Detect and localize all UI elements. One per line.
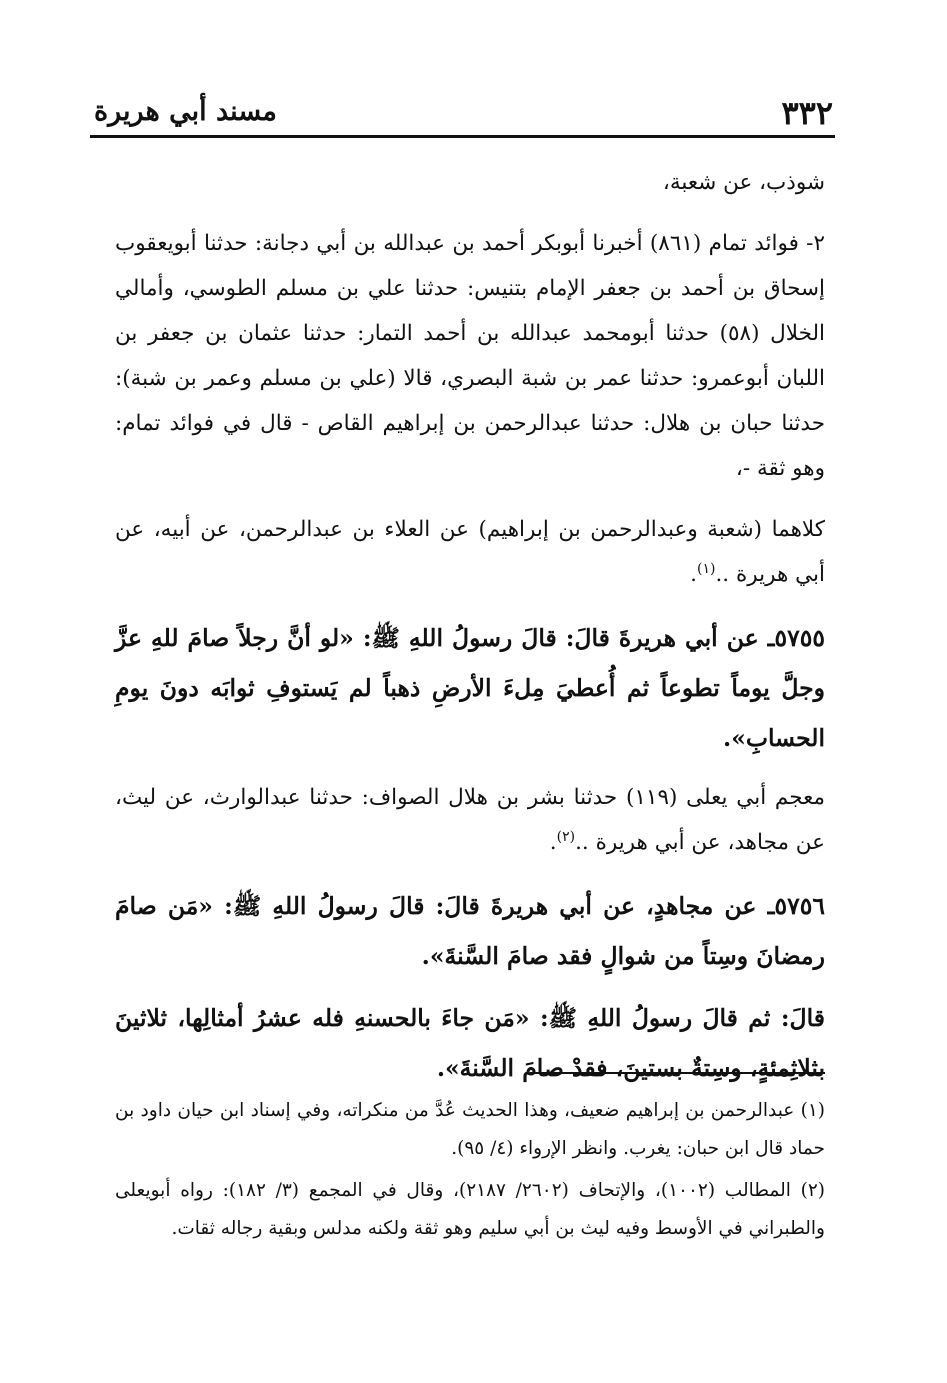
hadith-5755: ٥٧٥٥ـ عن أبي هريرةَ قالَ: قالَ رسولُ اللهِ ﷺ: «لو أنَّ رجلاً صامَ للهِ عزَّ وجلَّ يوماً تطوعاً ثم أُعطيَ مِلءَ الأرضِ ذهباً لم يَستوفِ ثوابَه دونَ يومِ الحسابِ». [115, 624, 825, 752]
main-text [115, 160, 825, 1105]
text-line-1: شوذب، عن شعبة، [662, 170, 825, 195]
footnote-ref-1: (١) [697, 560, 716, 577]
hadith-5756-continuation: قالَ: ثم قالَ رسولُ اللهِ ﷺ: «مَن جاءَ بالحسنهِ فله عشرُ أمثالِها، ثلاثينَ بثلاثِمئةٍ، وسِتةٌ بستينَ، فقدْ صامَ السَّنةَ». [115, 1004, 825, 1082]
page-header [90, 92, 835, 138]
page-number: ٣٣٢ [781, 94, 833, 132]
paragraph-3-text: كلاهما (شعبة وعبدالرحمن بن إبراهيم) عن العلاء بن عبدالرحمن، عن أبيه، عن أبي هريرة .. [115, 517, 825, 587]
footnote-2: (٢) المطالب (١٠٠٢)، والإتحاف (٢٦٠٢/ ٢١٨٧)، وقال في المجمع (٣/ ١٨٢): رواه أبويعلى والطبراني في الأوسط وفيه ليث بن أبي سليم وهو ثقة ولكنه مدلس وبقية رجاله ثقات. [115, 1180, 825, 1239]
isnad-paragraph-5: معجم أبي يعلى (١١٩) حدثنا بشر بن هلال الصواف: حدثنا عبدالوارث، عن ليث، عن مجاهد، عن أبي هريرة ..$^{(٢)}$. [115, 785, 825, 855]
hadith-5756: ٥٧٥٦ـ عن مجاهدٍ، عن أبي هريرةَ قالَ: قالَ رسولُ اللهِ ﷺ: «مَن صامَ رمضانَ وسِتاً من شوالٍ فقد صامَ السَّنةَ». [115, 892, 825, 970]
header-rule [90, 135, 835, 138]
footnote-1: (١) عبدالرحمن بن إبراهيم ضعيف، وهذا الحديث عُدَّ من منكراته، وفي إسناد ابن حيان داود بن حماد قال ابن حبان: يغرب. وانظر الإرواء (٤/ ٩٥). [115, 1100, 825, 1159]
paragraph-5-text: معجم أبي يعلى (١١٩) حدثنا بشر بن هلال الصواف: حدثنا عبدالوارث، عن ليث، عن مجاهد، عن أبي هريرة .. [115, 785, 825, 855]
isnad-paragraph-3: كلاهما (شعبة وعبدالرحمن بن إبراهيم) عن العلاء بن عبدالرحمن، عن أبيه، عن أبي هريرة ..$^{(١)}$. [115, 517, 825, 587]
footnotes [115, 1092, 825, 1252]
footnote-ref-2: (٢) [556, 828, 576, 845]
running-title: مسند أبي هريرة [94, 96, 277, 127]
footnote-separator [530, 1072, 825, 1074]
isnad-paragraph-2: ٢- فوائد تمام (٨٦١) أخبرنا أبوبكر أحمد بن عبدالله بن أبي دجانة: حدثنا أبويعقوب إسحاق بن أحمد بن جعفر الإمام بتنيس: حدثنا علي بن مسلم الطوسي، وأمالي الخلال (٥٨) حدثنا أبومحمد عبدالله بن أحمد التمار: حدثنا عثمان بن جعفر بن اللبان أبوعمرو: حدثنا عمر بن شبة البصري، قالا (علي بن مسلم وعمر بن شبة): حدثنا حبان بن هلال: حدثنا عبدالرحمن بن إبراهيم القاص - قال في فوائد تمام: وهو ثقة -، [115, 231, 825, 481]
